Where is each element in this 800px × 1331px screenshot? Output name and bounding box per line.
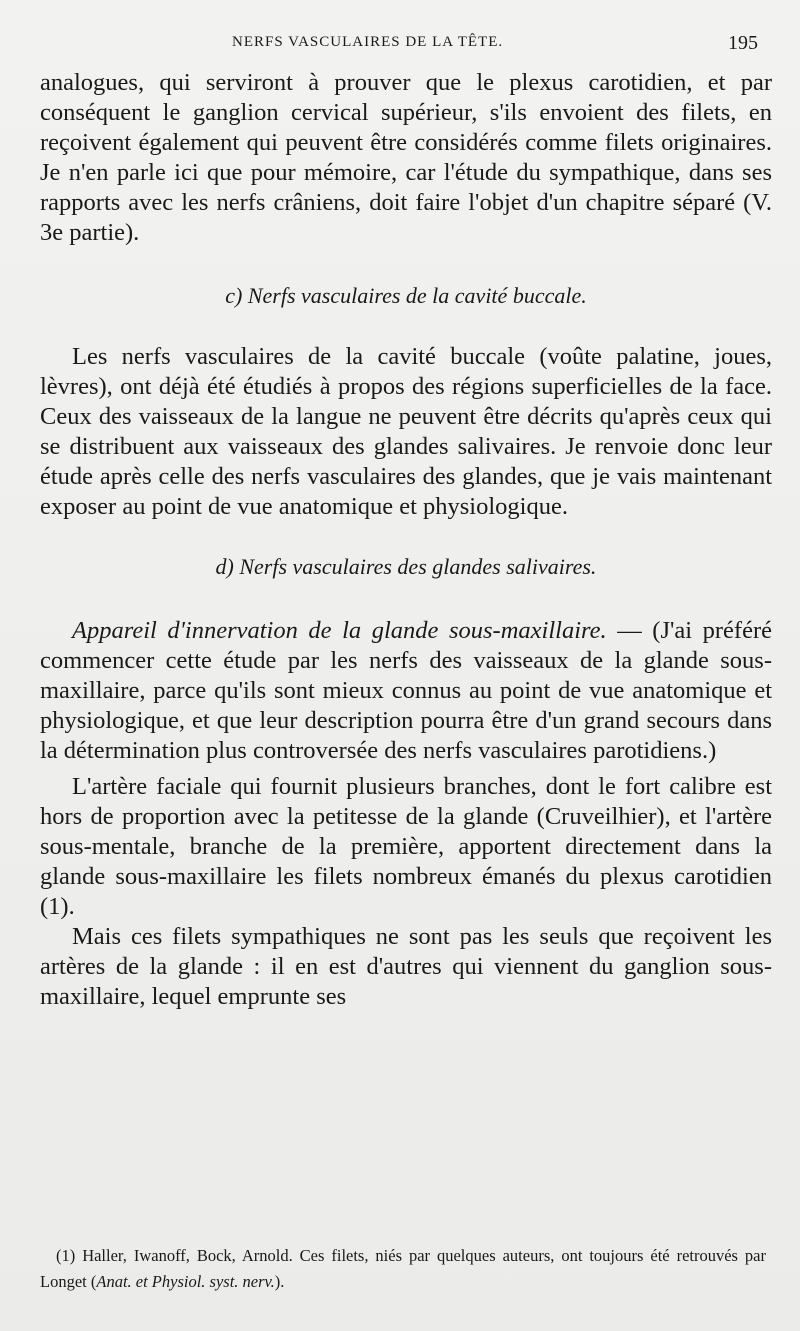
footnote bbox=[40, 1243, 766, 1295]
paragraph-4: L'artère faciale qui fournit plusieurs branches, dont le fort calibre est hors de proportion avec la petitesse de la glande (Cruveilhier), et l'artère sous-mentale, branche de la première, apportent directement dans la glande sous-maxillaire les filets nombreux émanés du plexus carotidien (1). bbox=[40, 773, 772, 920]
section-heading-c: c) Nerfs vasculaires de la cavité buccale. bbox=[225, 283, 587, 308]
paragraph-1: analogues, qui serviront à prouver que le plexus carotidien, et par conséquent le ganglion cervical supérieur, s'ils envoient des filets, en reçoivent également qui peuvent être considérés comme filets originaires. Je n'en parle ici que pour mémoire, car l'étude du sympathique, dans ses rapports avec les nerfs crâniens, doit faire l'objet d'un chapitre séparé (V. 3e partie). bbox=[40, 69, 772, 246]
running-title: NERFS VASCULAIRES DE LA TÊTE. bbox=[232, 34, 504, 50]
paragraph-5: Mais ces filets sympathiques ne sont pas les seuls que reçoivent les artères de la glande : il en est d'autres qui viennent du ganglion sous-maxillaire, lequel emprunte ses bbox=[40, 923, 772, 1010]
section-heading-d: d) Nerfs vasculaires des glandes salivaires. bbox=[215, 554, 597, 579]
footnote-reference: Anat. et Physiol. syst. nerv. bbox=[96, 1272, 275, 1291]
footnote-end: ). bbox=[274, 1272, 285, 1291]
run-in-heading: Appareil d'innervation de la glande sous-maxillaire. bbox=[72, 617, 607, 644]
page-number: 195 bbox=[728, 32, 758, 54]
paragraph-3 bbox=[40, 616, 772, 766]
paragraph-2: Les nerfs vasculaires de la cavité buccale (voûte palatine, joues, lèvres), ont déjà été étudiés à propos des régions superficielles de la face. Ceux des vaisseaux de la langue ne peuvent être décrits qu'après ceux qui se distribuent aux vaisseaux des glandes salivaires. Je renvoie donc leur étude après celle des nerfs vasculaires des glandes, que je vais maintenant exposer au point de vue anatomique et physiologique. bbox=[40, 343, 772, 520]
main-text bbox=[40, 68, 772, 1012]
page-header bbox=[40, 28, 758, 58]
paragraph-3-text: — (J'ai préféré commencer cette étude par les nerfs des vaisseaux de la glande sous-maxillaire, parce qu'ils sont mieux connus au point de vue anatomique et physiologique, et que leur description pourra être d'un grand secours dans la détermination plus controversée des nerfs vasculaires parotidiens.) bbox=[40, 617, 772, 764]
footnote-text: (1) Haller, Iwanoff, Bock, Arnold. Ces filets, niés par quelques auteurs, ont toujours été retrouvés par Longet ( bbox=[40, 1246, 766, 1291]
